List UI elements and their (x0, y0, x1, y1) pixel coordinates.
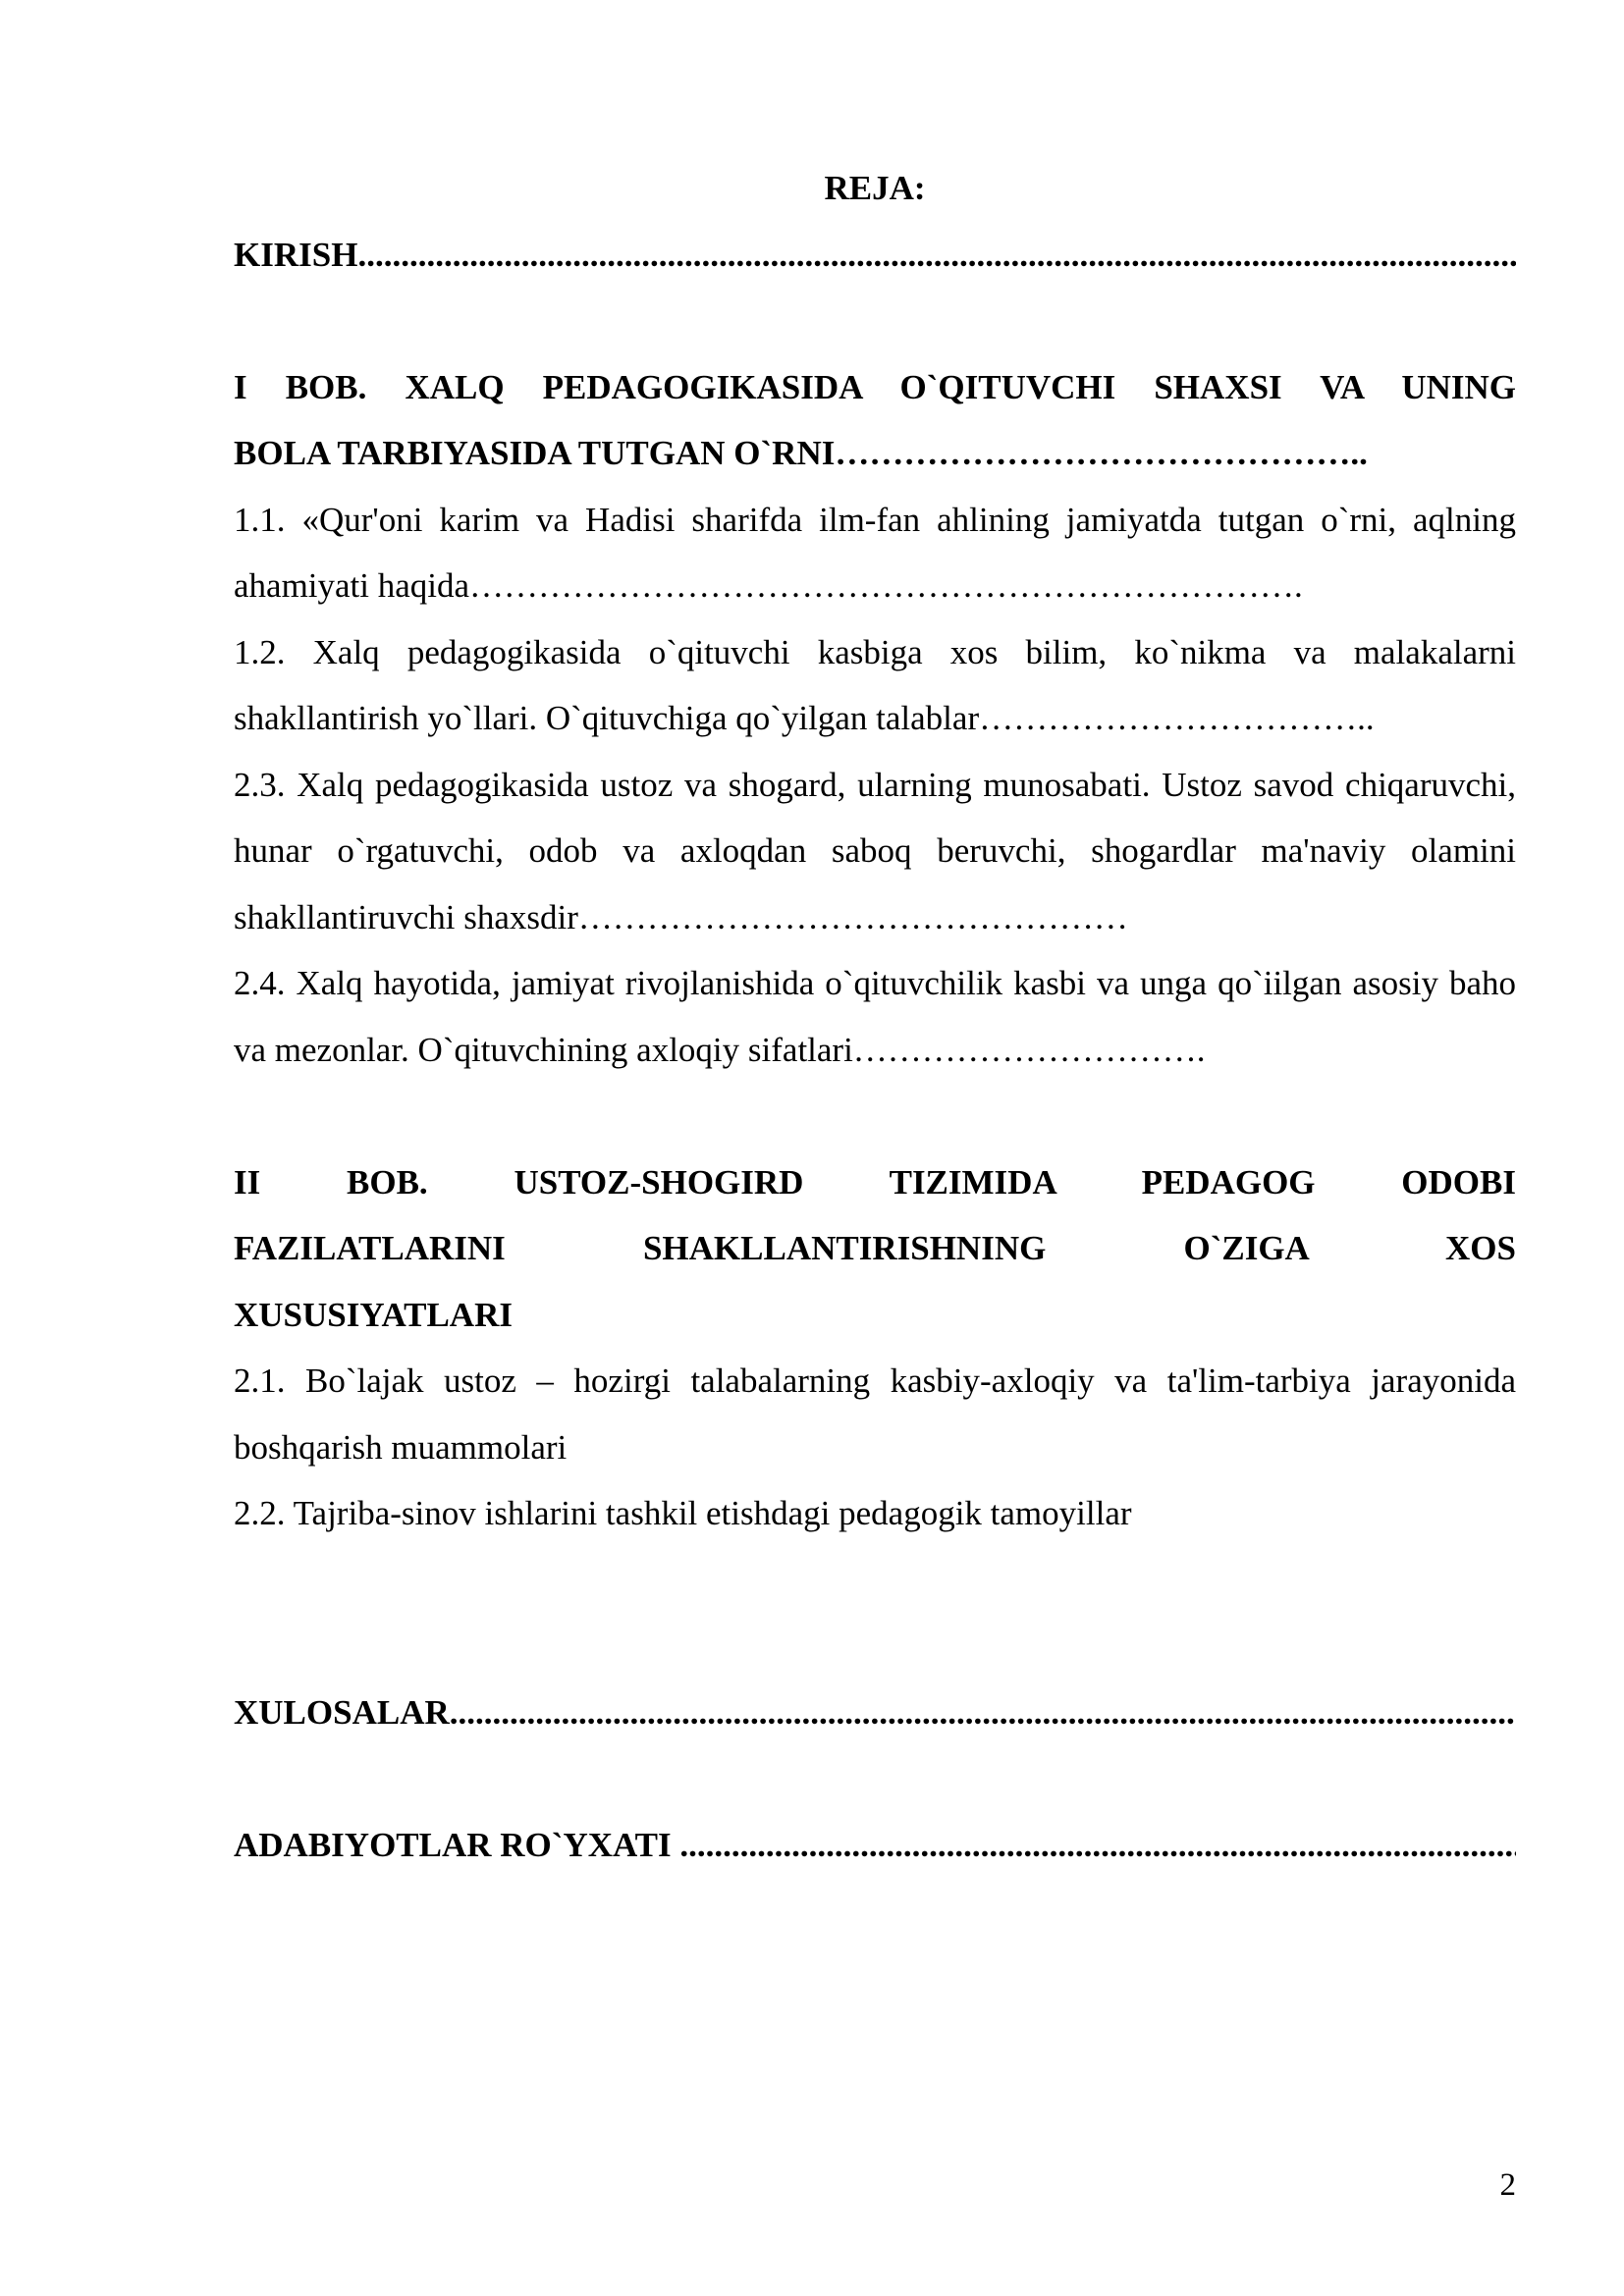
chapter-1-heading-line-1: I BOB. XALQ PEDAGOGIKASIDA O`QITUVCHI SHAXSI VA UNING (234, 367, 1516, 406)
toc-item-2-3: 2.3. Xalq pedagogikasida ustoz va shogard, ularning munosabati. Ustoz savod chiqaruvchi, hunar o`rgatuvchi, odob va axloqdan saboq beruvchi, shogardlar ma'naviy olamini shakllantiruvchi shaxsdir………………………………………… (234, 765, 1516, 936)
toc-intro-label: KIRISH (234, 235, 358, 274)
chapter-1-heading-line-2: BOLA TARBIYASIDA TUTGAN O`RNI……………………………………….. (234, 434, 1368, 472)
toc-item-2-4: 2.4. Xalq hayotida, jamiyat rivojlanishida o`qituvchilik kasbi va unga qo`iilgan asosiy baho va mezonlar. O`qituvchining axloqiy sifatlari…………………………. (234, 964, 1516, 1069)
table-of-contents (234, 155, 1516, 1878)
chapter-2 (234, 1149, 1516, 1547)
chapter-1 (234, 354, 1516, 1084)
toc-conclusion (234, 1680, 1516, 1746)
toc-references (234, 1812, 1516, 1879)
toc-leader-dots (357, 222, 1516, 289)
toc-leader-dots (450, 1680, 1516, 1746)
page-number: 2 (1499, 2167, 1516, 2203)
plan-title: REJA: (824, 169, 926, 207)
chapter-2-heading-line-1: II BOB. USTOZ-SHOGIRD TIZIMIDA PEDAGOG ODOBI (234, 1162, 1516, 1201)
toc-intro (234, 222, 1516, 289)
toc-references-label: ADABIYOTLAR RO`YXATI (234, 1825, 680, 1864)
toc-conclusion-label: XULOSALAR (234, 1692, 450, 1732)
toc-leader-dots (679, 1812, 1516, 1879)
toc-item-1-2: 1.2. Xalq pedagogikasida o`qituvchi kasbiga xos bilim, ko`nikma va malakalarni shakllantirish yo`llari. O`qituvchiga qo`yilgan talablar…………………………….. (234, 632, 1516, 737)
toc-item-1-1: 1.1. «Qur'oni karim va Hadisi sharifda ilm-fan ahlining jamiyatda tutgan o`rni, aqlning ahamiyati haqida………………………………………………………………. (234, 500, 1516, 605)
toc-item-2-2: 2.2. Tajriba-sinov ishlarini tashkil etishdagi pedagogik tamoyillar (234, 1494, 1132, 1532)
chapter-2-heading-line-2: FAZILATLARINI SHAKLLANTIRISHNING O`ZIGA XOS (234, 1229, 1516, 1267)
chapter-2-heading-line-3: XUSUSIYATLARI (234, 1295, 513, 1334)
toc-item-2-1: 2.1. Bo`lajak ustoz – hozirgi talabalarning kasbiy-axloqiy va ta'lim-tarbiya jarayonida boshqarish muammolari (234, 1362, 1516, 1467)
chapter-2-heading (234, 1149, 1516, 1349)
